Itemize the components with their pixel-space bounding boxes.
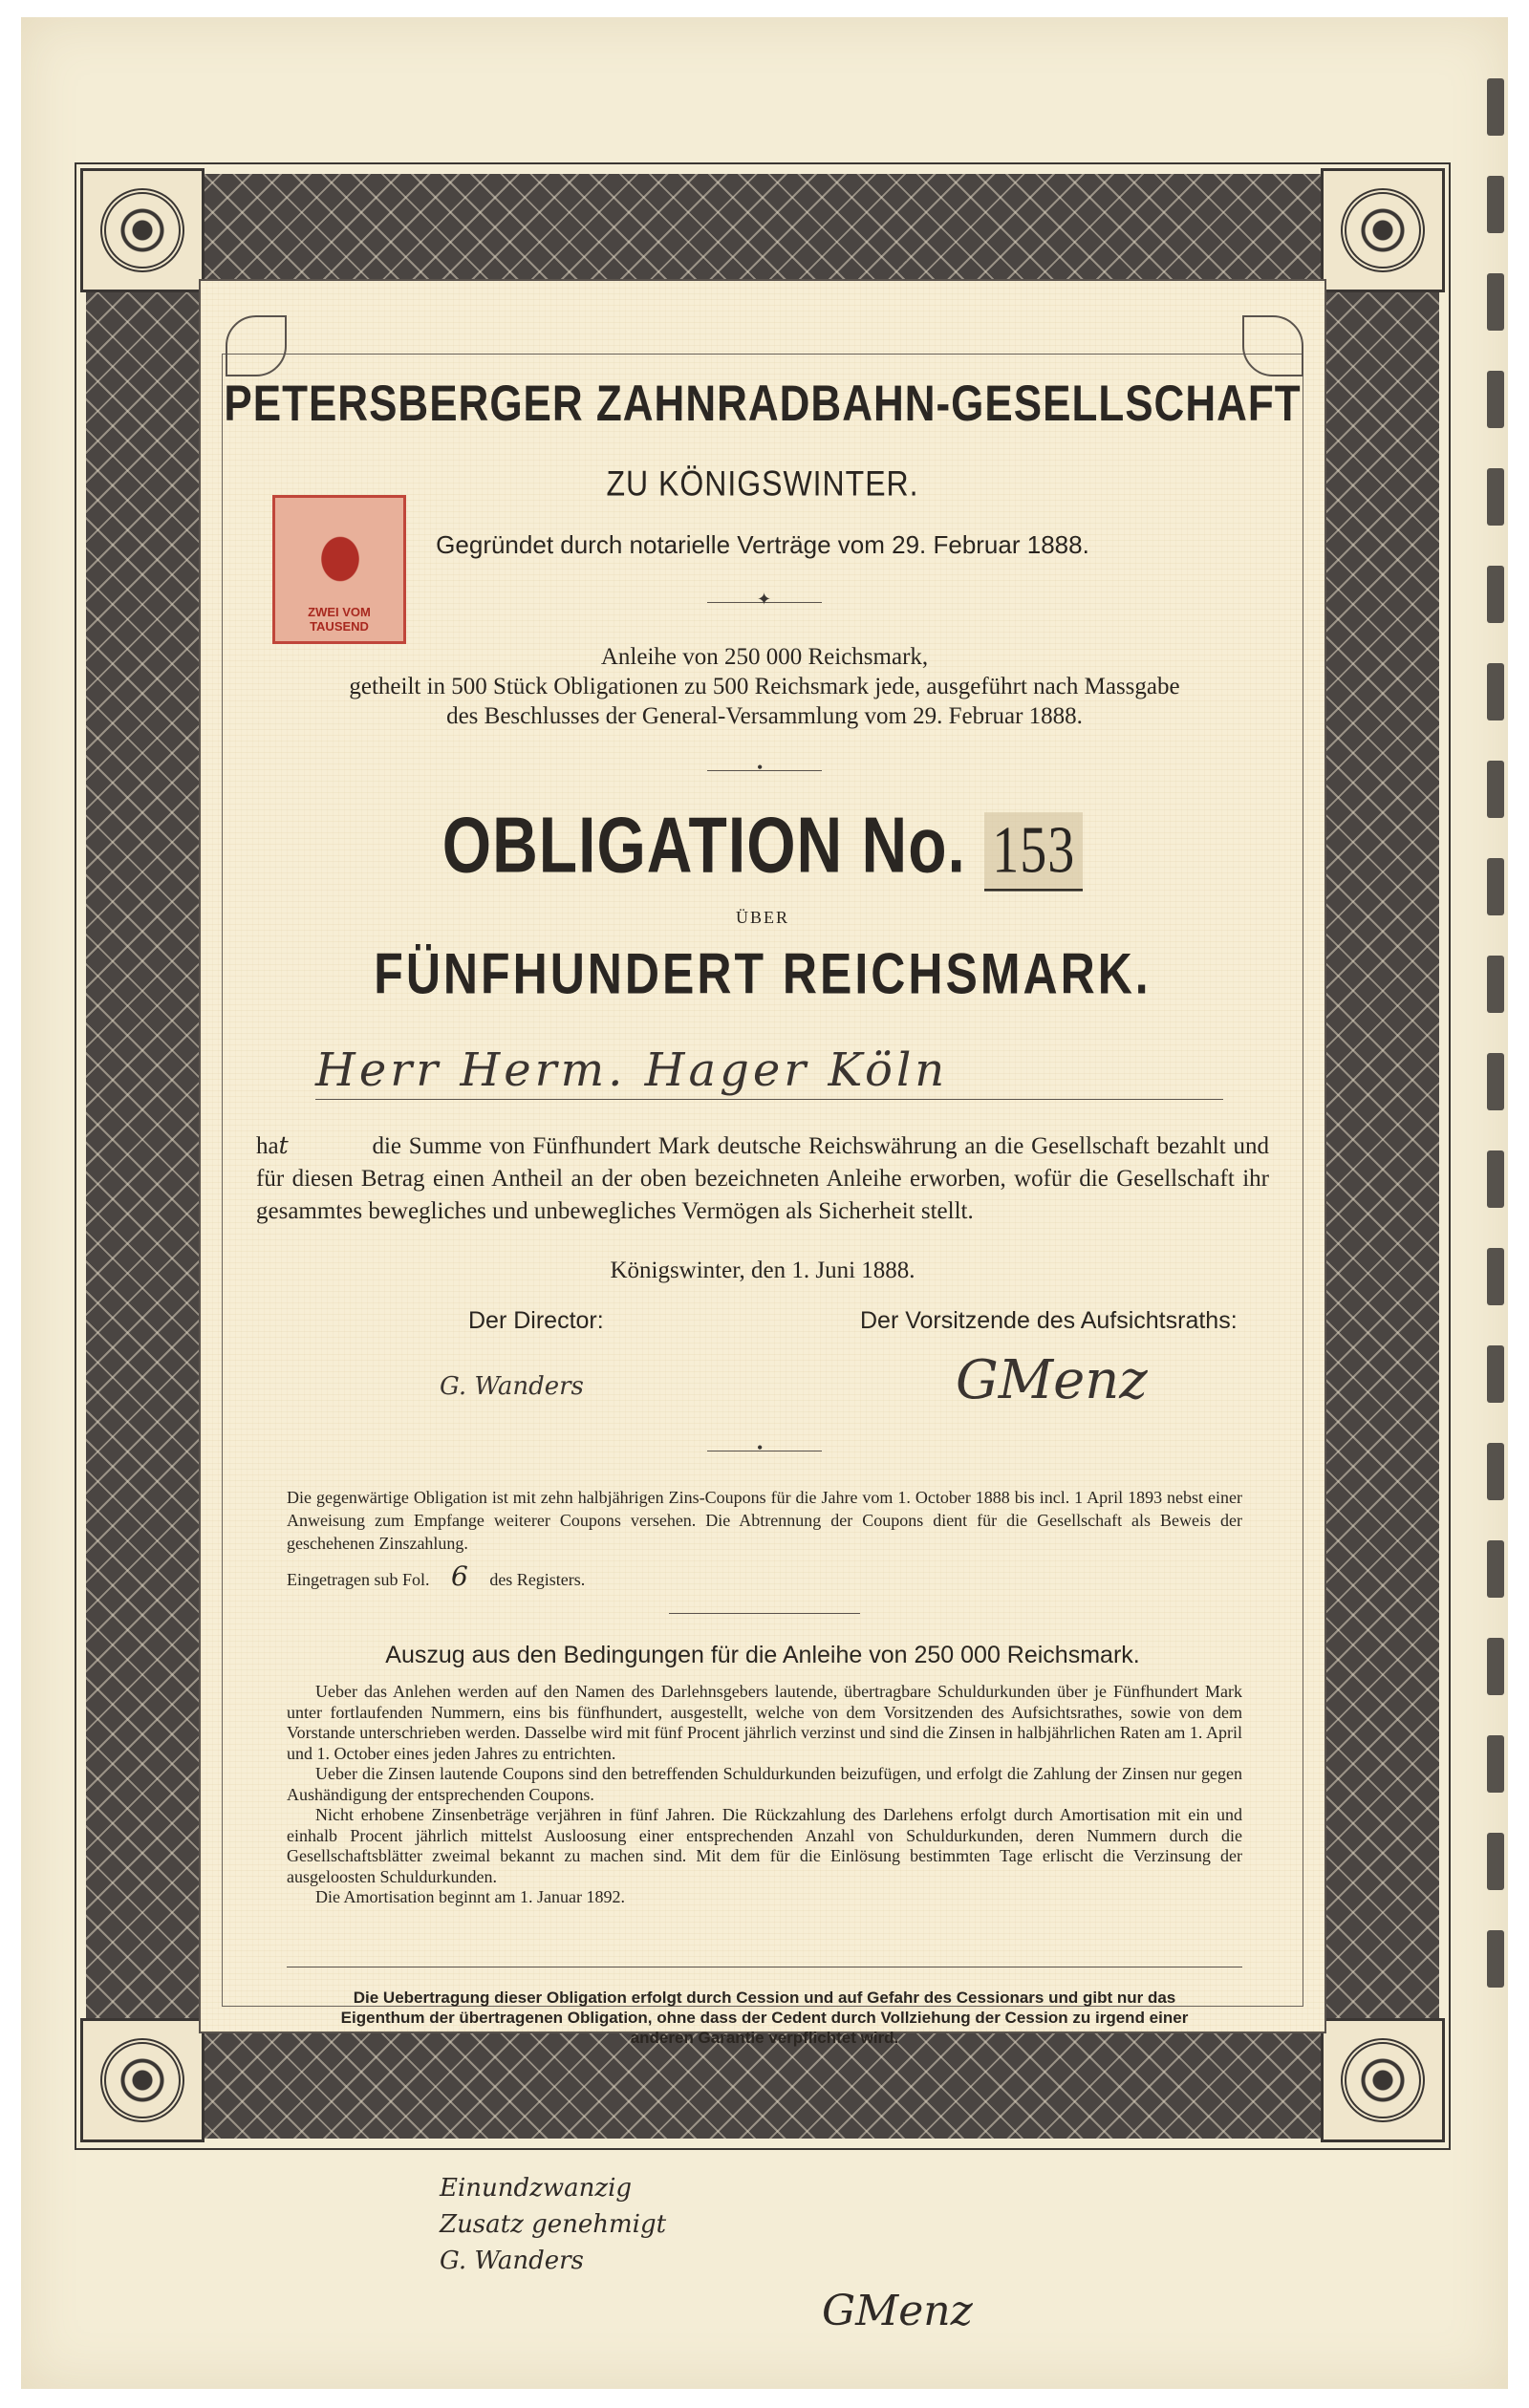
stamp-label: ZWEI VOM TAUSEND	[308, 605, 371, 634]
director-signature: G. Wanders	[440, 1372, 584, 1401]
ornament-icon: •	[757, 758, 764, 777]
flourish-icon	[1242, 315, 1303, 376]
holder-line	[315, 1099, 1223, 1100]
endorsement-line: G. Wanders	[440, 2247, 584, 2275]
terms-heading: Auszug aus den Bedingungen für die Anleihe von 250 000 Reichsmark.	[385, 1642, 1140, 1668]
loan-line: des Beschlusses der General-Versammlung vom 29. Februar 1888.	[446, 703, 1083, 729]
director-label: Der Director:	[468, 1307, 604, 1334]
divider	[669, 1613, 860, 1614]
register-suffix: des Registers.	[489, 1570, 586, 1589]
offset-print-strip	[1462, 38, 1529, 2332]
terms-paragraph: Die Amortisation beginnt am 1. Januar 1892.	[315, 1887, 625, 1906]
ornament-icon: ✦	[757, 590, 772, 609]
endorsement-handwritten	[440, 2174, 1109, 2335]
face-amount: FÜNFHUNDERT REICHSMARK.	[374, 941, 1152, 1006]
ornament-icon: •	[757, 1438, 764, 1457]
register-prefix: Eingetragen sub Fol.	[287, 1570, 430, 1589]
obligation-number: 153	[984, 812, 1083, 892]
obligation-title: OBLIGATION No.	[441, 800, 966, 890]
holder-name-handwritten: Herr Herm. Hager Köln	[315, 1043, 949, 1097]
register-entry	[287, 1560, 860, 1592]
register-folio: 6	[450, 1560, 468, 1592]
company-city: ZU KÖNIGSWINTER.	[606, 463, 919, 504]
obligation-body	[256, 1129, 1269, 1228]
endorsement-signature: GMenz	[822, 2287, 973, 2335]
ueber-label: ÜBER	[735, 908, 789, 927]
terms-text	[287, 1682, 1242, 1908]
chairman-label: Der Vorsitzende des Aufsichtsraths:	[860, 1307, 1238, 1334]
border-band-right	[1326, 174, 1439, 2139]
endorsement-line: Zusatz genehmigt	[440, 2210, 667, 2239]
loan-line: getheilt in 500 Stück Obligationen zu 500 Reichsmark jede, ausgeführt nach Massgabe	[349, 674, 1180, 699]
issue-date: Königswinter, den 1. Juni 1888.	[610, 1258, 915, 1283]
terms-paragraph: Ueber die Zinsen lautende Coupons sind den betreffenden Schuldurkunden beizufügen, und erfolgt die Zahlung der Zinsen nur gegen Aushändigung der entsprechenden Coupons.	[287, 1764, 1242, 1804]
corner-rosette-icon	[80, 168, 205, 292]
loan-description	[258, 642, 1271, 731]
chairman-signature: GMenz	[956, 1349, 1148, 1411]
company-name: PETERSBERGER ZAHNRADBAHN-GESELLSCHAFT	[224, 376, 1302, 432]
border-band-top	[86, 174, 1439, 279]
loan-line: Anleihe von 250 000 Reichsmark,	[600, 644, 929, 670]
border-band-left	[86, 174, 199, 2139]
handwritten-insert: t	[278, 1131, 289, 1159]
obligation-heading	[222, 799, 1303, 891]
body-text: die Summe von Fünfhundert Mark deutsche Reichswährung an die Gesellschaft bezahlt und für diesen Betrag einen Antheil an der oben bezeichneten Anleihe erworben, wofür die Gesellschaft ihr gesammtes bewegliches und unbewegliches Vermögen als Sicherheit stellt.	[256, 1133, 1269, 1224]
coupon-note: Die gegenwärtige Obligation ist mit zehn halbjährigen Zins-Coupons für die Jahre vom 1. October 1888 bis incl. 1 April 1893 nebst einer Anweisung zum Empfange weiterer Coupons versehen. Die Abtrennung der Coupons dient für die Gesellschaft als Beweis der geschehenen Zinszahlung.	[287, 1488, 1242, 1553]
eagle-icon	[308, 521, 373, 597]
corner-rosette-icon	[80, 2018, 205, 2142]
endorsement-line: Einundzwanzig	[440, 2174, 633, 2203]
corner-rosette-icon	[1321, 168, 1445, 292]
border-band-bottom	[86, 2033, 1439, 2139]
divider	[707, 770, 822, 771]
terms-paragraph: Ueber das Anlehen werden auf den Namen des Darlehnsgebers lautende, übertragbare Schuldurkunden über je Fünfhundert Mark unter fortlaufenden Nummern, eins bis fünfhundert, ausgestellt, welche von dem Vorsitzenden des Aufsichtsrathes, sowie von dem Vorstande unterschrieben werden. Dasselbe wird mit fünf Procent jährlich verzinst und sind die Zinsen in halbjährlichen Raten am 1. April und 1. October eines jeden Jahres zu entrichten.	[287, 1682, 1242, 1763]
flourish-icon	[226, 315, 287, 376]
tax-stamp	[272, 495, 406, 644]
terms-paragraph: Nicht erhobene Zinsenbeträge verjähren in fünf Jahren. Die Rückzahlung des Darlehens erfolgt durch Amortisation mit ein und einhalb Procent jährlich mittelst Ausloosung einer entsprechenden Anzahl von Schuldurkunden, deren Nummern durch die Gesellschaftsblätter zweimal bekannt zu machen sind. Mit dem für die Einlösung bestimmten Tage erlischt die Verzinsung der ausgeloosten Schuldurkunden.	[287, 1805, 1242, 1886]
corner-rosette-icon	[1321, 2018, 1445, 2142]
transfer-notice: Die Uebertragung dieser Obligation erfolgt durch Cession und auf Gefahr des Cessionars und gibt nur das Eigenthum der übertragenen Obligation, ohne dass der Cedent durch Vollziehung der Cession zu irgend einer anderen Garantie verpflichtet wird.	[340, 1989, 1189, 2047]
body-prefix: ha	[256, 1133, 279, 1159]
founding-note: Gegründet durch notarielle Verträge vom 29. Februar 1888.	[436, 530, 1089, 559]
